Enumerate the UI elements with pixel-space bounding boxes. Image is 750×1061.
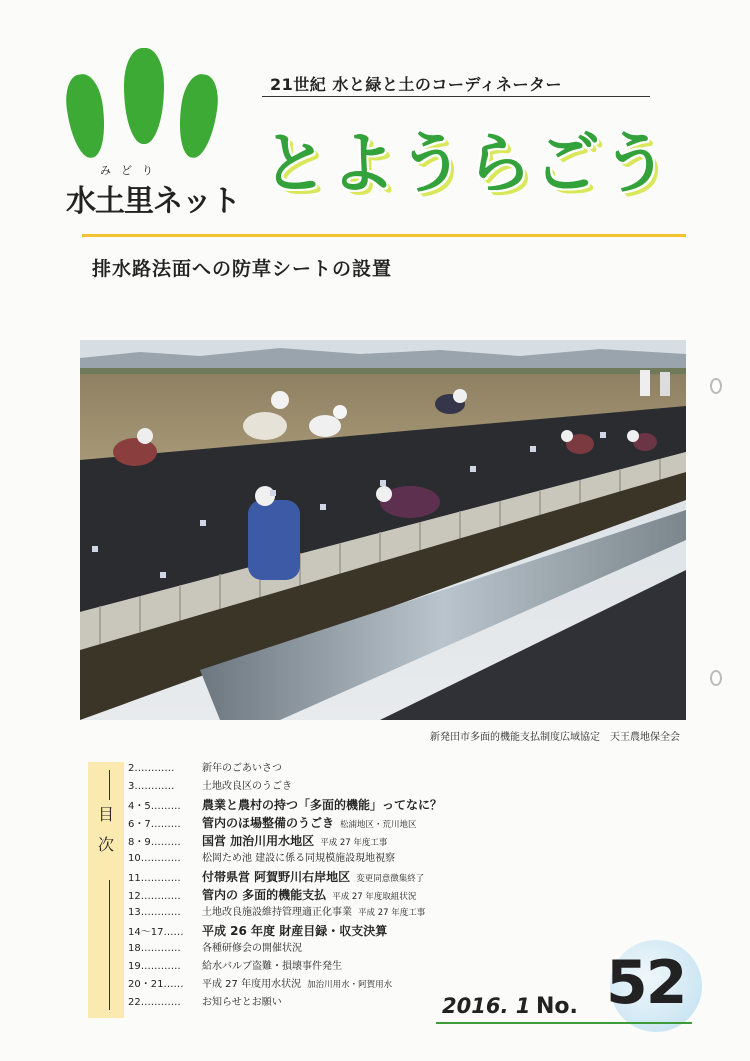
toc-pages: 2………… xyxy=(128,763,175,774)
toc-note: 加治川用水・阿賀用水 xyxy=(307,980,393,990)
magazine-title: とようらごう xyxy=(262,125,670,202)
toc-pages: 10………… xyxy=(128,853,181,864)
logo-text: 水土里ネット xyxy=(66,184,240,219)
toc-pages: 4・5……… xyxy=(128,801,181,812)
toc-item[interactable] xyxy=(128,886,558,904)
binder-hole-icon xyxy=(710,378,722,394)
toc-item[interactable] xyxy=(128,814,558,832)
toc-title: 管内の 多面的機能支払 xyxy=(202,888,327,902)
toc-note: 平成 27 年度取組状況 xyxy=(332,892,417,902)
toc-item[interactable] xyxy=(128,796,558,814)
toc-title: 国営 加治川用水地区 xyxy=(202,834,315,848)
issue-number: 52 xyxy=(606,948,686,1018)
toc-label: 目次 xyxy=(97,805,114,854)
toc-pages: 13………… xyxy=(128,907,181,918)
toc-title: 土地改良施設維持管理適正化事業 xyxy=(202,907,352,918)
toc-item[interactable] xyxy=(128,904,558,922)
logo-ruby: みどり xyxy=(100,164,163,177)
divider xyxy=(262,96,650,97)
toc-pages: 6・7……… xyxy=(128,819,181,830)
divider xyxy=(104,880,116,1010)
toc-title: 付帯県営 阿賀野川右岸地区 xyxy=(202,870,351,884)
toc-pages: 11………… xyxy=(128,873,181,884)
toc-note: 変更同意徴集終了 xyxy=(356,874,425,884)
toc-item[interactable] xyxy=(128,922,558,940)
toc-title: 松岡ため池 建設に係る同規模施設現地視察 xyxy=(202,853,396,864)
toc-item[interactable] xyxy=(128,778,558,796)
toc-item[interactable] xyxy=(128,868,558,886)
tagline: 21世紀 水と緑と土のコーディネーター xyxy=(270,75,563,94)
toc-note: 松浦地区・荒川地区 xyxy=(340,820,417,830)
feature-headline: 排水路法面への防草シートの設置 xyxy=(92,258,393,280)
toc-item[interactable] xyxy=(128,760,558,778)
divider xyxy=(104,770,116,800)
toc-title: 新年のごあいさつ xyxy=(202,763,282,774)
toc-pages: 14〜17…… xyxy=(128,927,184,938)
issue-no-label: No. xyxy=(536,994,578,1019)
toc-title: 土地改良区のうごき xyxy=(202,781,292,792)
toc-title: 給水バルブ盗難・損壊事件発生 xyxy=(202,961,342,972)
toc-item[interactable] xyxy=(128,976,558,994)
toc-pages: 3………… xyxy=(128,781,175,792)
toc-pages: 22………… xyxy=(128,997,181,1008)
toc-item[interactable] xyxy=(128,940,558,958)
toc-pages: 19………… xyxy=(128,961,181,972)
toc-pages: 12………… xyxy=(128,891,181,902)
issue-date: 2016. 1 xyxy=(442,994,531,1018)
divider xyxy=(82,234,686,237)
toc-title: 各種研修会の開催状況 xyxy=(202,943,302,954)
toc-note: 平成 27 年度工事 xyxy=(320,838,388,848)
toc-pages: 20・21…… xyxy=(128,979,184,990)
toc-title: 平成 26 年度 財産目録・収支決算 xyxy=(202,924,388,938)
photo-caption: 新発田市多面的機能支払制度広域協定 天王農地保全会 xyxy=(430,732,680,743)
toc-title: 平成 27 年度用水状況 xyxy=(202,979,302,990)
toc-title: 農業と農村の持つ「多面的機能」ってなに？ xyxy=(202,798,443,812)
binder-hole-icon xyxy=(710,670,722,686)
toc-pages: 18………… xyxy=(128,943,181,954)
toc-list xyxy=(128,760,558,1012)
toc-note: 平成 27 年度工事 xyxy=(358,908,426,918)
toc-item[interactable] xyxy=(128,850,558,868)
toc-item[interactable] xyxy=(128,832,558,850)
cover-photo xyxy=(80,340,686,720)
toc-pages: 8・9……… xyxy=(128,837,181,848)
toc-title: 管内のほ場整備のうごき xyxy=(202,816,335,830)
toc-item[interactable] xyxy=(128,958,558,976)
divider xyxy=(436,1022,692,1024)
toc-title: お知らせとお願い xyxy=(202,997,282,1008)
